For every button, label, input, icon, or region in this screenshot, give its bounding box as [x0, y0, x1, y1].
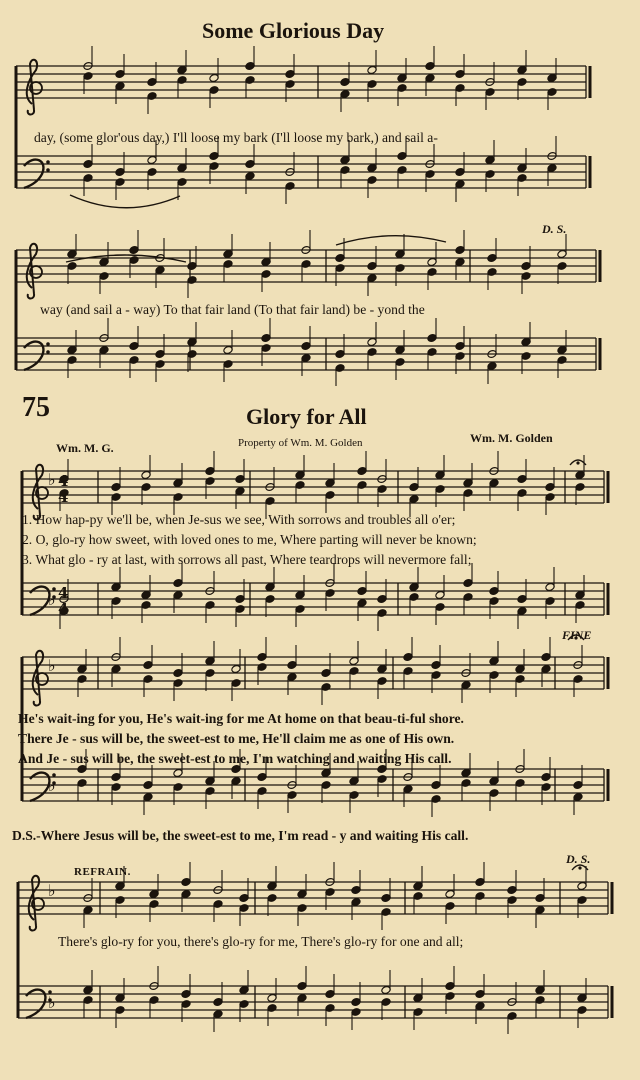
verse-line-3: 3. What glo - ry at last, with sorrows all past, Where teardrops will nevermore fall; [22, 552, 472, 567]
ds-lyric-line: D.S.-Where Jesus will be, the sweet-est to me, I'm read - y and waiting His call. [12, 828, 469, 843]
treble-clef [33, 651, 43, 706]
time-signature: 4 [58, 584, 69, 602]
bass-clef [46, 350, 50, 354]
slur [70, 195, 180, 208]
time-signature: 4 [58, 600, 69, 618]
refrain-ds-mark: D. S. [566, 852, 591, 866]
refrain-lyrics: There's glo-ry for you, there's glo-ry for me, There's glo-ry for one and all; [58, 934, 464, 949]
verse-line-1: 1. How hap-py we'll be, when Je-sus we see, With sorrows and troubles all o'er; [22, 512, 456, 527]
top-hymn-lyrics-2: way (and sail a - way) To that fair land (To that fair land) be - yond the [40, 302, 425, 317]
treble-clef [29, 876, 39, 931]
slur [336, 236, 446, 245]
lyricist-credit: Wm. M. G. [56, 441, 114, 455]
fermata [576, 461, 579, 464]
flat-sign: ♭ [48, 881, 56, 900]
bass-clef [46, 342, 50, 346]
bass-clef [46, 160, 50, 164]
top-hymn-title: Some Glorious Day [202, 18, 385, 43]
verse-line-2: 2. O, glo-ry how sweet, with loved ones to me, Where parting will never be known; [22, 532, 477, 547]
second-line-1: He's wait-ing for you, He's wait-ing for me At home on that beau-ti-ful shore. [18, 711, 464, 726]
bass-clef [46, 168, 50, 172]
fine-mark: FINE [562, 628, 592, 642]
flat-sign: ♭ [48, 470, 56, 489]
time-signature: 4 [58, 472, 69, 490]
hymn-title: Glory for All [246, 404, 367, 429]
hymn-number: 75 [22, 392, 50, 423]
property-note: Property of Wm. M. Golden [238, 437, 363, 449]
treble-clef [27, 60, 37, 115]
flat-sign: ♭ [48, 993, 56, 1012]
time-signature: 4 [58, 488, 69, 506]
flat-sign: ♭ [48, 590, 56, 609]
refrain-label: REFRAIN. [74, 866, 131, 878]
flat-sign: ♭ [48, 776, 56, 795]
top-hymn-lyrics-1: day, (some glor'ous day,) I'll loose my bark (I'll loose my bark,) and sail a- [34, 130, 438, 145]
composer-credit: Wm. M. Golden [470, 431, 553, 445]
top-ds-mark: D. S. [542, 222, 567, 236]
second-line-2: There Je - sus will be, the sweet-est to me, He'll claim me as one of His own. [18, 731, 455, 746]
second-line-3: And Je - sus will be, the sweet-est to me, I'm watching and waiting His call. [18, 751, 452, 766]
treble-clef [27, 244, 37, 299]
flat-sign: ♭ [48, 656, 56, 675]
